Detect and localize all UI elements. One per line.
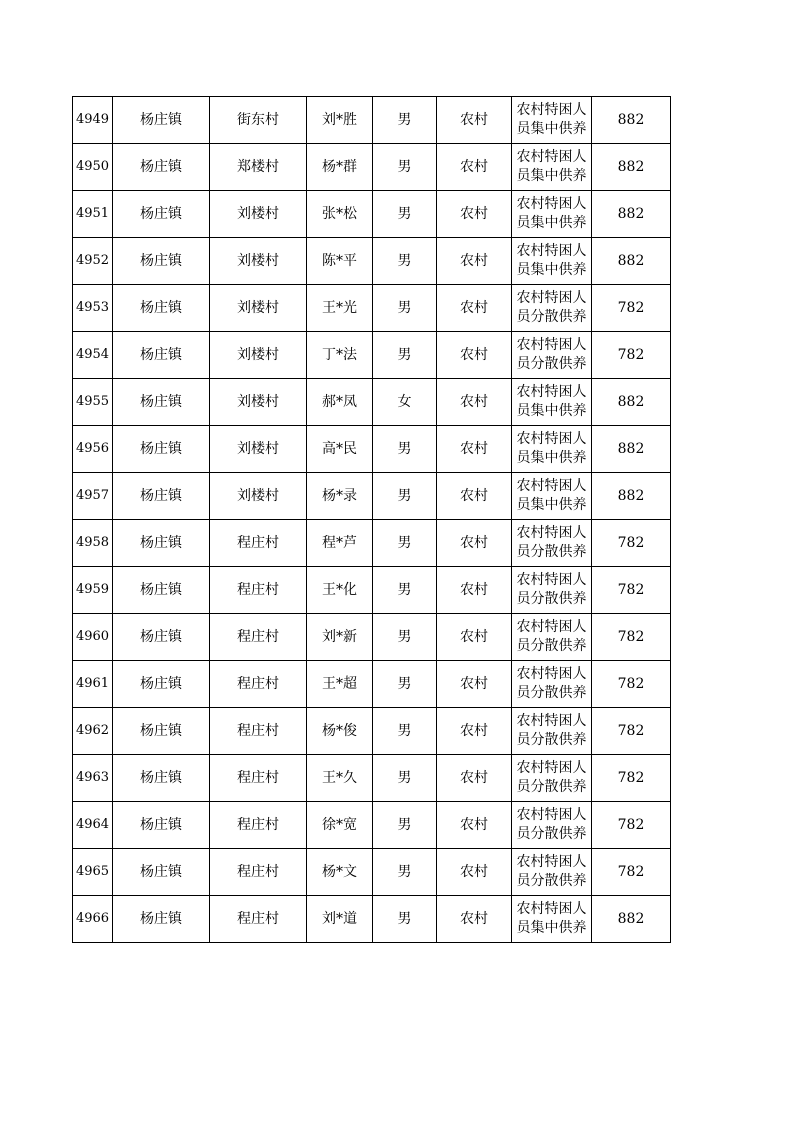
row-number-cell: 4951 [73, 191, 113, 238]
table-row [73, 661, 671, 708]
person-name-cell: 王*化 [307, 567, 373, 614]
row-number-cell: 4950 [73, 144, 113, 191]
gender-cell: 男 [373, 708, 437, 755]
area-type-cell: 农村 [437, 238, 512, 285]
area-type-cell: 农村 [437, 191, 512, 238]
row-number-cell: 4964 [73, 802, 113, 849]
support-category-line: 农村特困人 [516, 290, 587, 306]
row-number-cell: 4956 [73, 426, 113, 473]
support-category-line: 农村特困人 [516, 337, 587, 353]
table-row [73, 849, 671, 896]
support-category-line: 员分散供养 [516, 873, 587, 889]
support-category-line: 员集中供养 [516, 262, 587, 278]
gender-cell: 男 [373, 332, 437, 379]
area-type-cell: 农村 [437, 332, 512, 379]
area-type-cell: 农村 [437, 285, 512, 332]
village-cell: 程庄村 [210, 896, 307, 943]
table-row [73, 379, 671, 426]
support-category-line: 员集中供养 [516, 215, 587, 231]
town-cell: 杨庄镇 [113, 708, 210, 755]
support-category-cell [512, 191, 592, 238]
town-cell: 杨庄镇 [113, 661, 210, 708]
area-type-cell: 农村 [437, 661, 512, 708]
table-row [73, 238, 671, 285]
village-cell: 刘楼村 [210, 379, 307, 426]
amount-cell: 882 [592, 379, 671, 426]
support-category-line: 员分散供养 [516, 685, 587, 701]
gender-cell: 女 [373, 379, 437, 426]
support-category-cell [512, 708, 592, 755]
table-row [73, 426, 671, 473]
amount-cell: 882 [592, 144, 671, 191]
village-cell: 程庄村 [210, 755, 307, 802]
support-category-cell [512, 144, 592, 191]
support-category-cell [512, 238, 592, 285]
town-cell: 杨庄镇 [113, 332, 210, 379]
town-cell: 杨庄镇 [113, 285, 210, 332]
support-category-line: 员分散供养 [516, 591, 587, 607]
amount-cell: 882 [592, 238, 671, 285]
row-number-cell: 4961 [73, 661, 113, 708]
person-name-cell: 刘*新 [307, 614, 373, 661]
person-name-cell: 王*光 [307, 285, 373, 332]
support-category-line: 员分散供养 [516, 356, 587, 372]
support-category-line: 农村特困人 [516, 807, 587, 823]
town-cell: 杨庄镇 [113, 426, 210, 473]
row-number-cell: 4963 [73, 755, 113, 802]
person-name-cell: 丁*法 [307, 332, 373, 379]
village-cell: 郑楼村 [210, 144, 307, 191]
support-category-line: 员集中供养 [516, 121, 587, 137]
town-cell: 杨庄镇 [113, 238, 210, 285]
support-category-line: 员分散供养 [516, 779, 587, 795]
row-number-cell: 4949 [73, 97, 113, 144]
table-row [73, 520, 671, 567]
amount-cell: 782 [592, 332, 671, 379]
table-row [73, 473, 671, 520]
support-category-line: 员集中供养 [516, 450, 587, 466]
area-type-cell: 农村 [437, 614, 512, 661]
gender-cell: 男 [373, 238, 437, 285]
support-category-line: 农村特困人 [516, 760, 587, 776]
area-type-cell: 农村 [437, 849, 512, 896]
row-number-cell: 4955 [73, 379, 113, 426]
support-category-cell [512, 614, 592, 661]
area-type-cell: 农村 [437, 755, 512, 802]
table-row [73, 97, 671, 144]
person-name-cell: 刘*道 [307, 896, 373, 943]
support-category-cell [512, 520, 592, 567]
row-number-cell: 4962 [73, 708, 113, 755]
amount-cell: 882 [592, 191, 671, 238]
gender-cell: 男 [373, 567, 437, 614]
village-cell: 街东村 [210, 97, 307, 144]
area-type-cell: 农村 [437, 896, 512, 943]
support-category-cell [512, 849, 592, 896]
village-cell: 程庄村 [210, 849, 307, 896]
town-cell: 杨庄镇 [113, 191, 210, 238]
village-cell: 程庄村 [210, 802, 307, 849]
amount-cell: 782 [592, 614, 671, 661]
row-number-cell: 4957 [73, 473, 113, 520]
person-name-cell: 王*久 [307, 755, 373, 802]
gender-cell: 男 [373, 97, 437, 144]
row-number-cell: 4958 [73, 520, 113, 567]
support-category-line: 员集中供养 [516, 403, 587, 419]
person-name-cell: 郝*凤 [307, 379, 373, 426]
row-number-cell: 4953 [73, 285, 113, 332]
gender-cell: 男 [373, 473, 437, 520]
row-number-cell: 4966 [73, 896, 113, 943]
row-number-cell: 4954 [73, 332, 113, 379]
table-row [73, 144, 671, 191]
amount-cell: 782 [592, 849, 671, 896]
table-row [73, 191, 671, 238]
table-row [73, 614, 671, 661]
town-cell: 杨庄镇 [113, 379, 210, 426]
town-cell: 杨庄镇 [113, 802, 210, 849]
person-name-cell: 陈*平 [307, 238, 373, 285]
gender-cell: 男 [373, 426, 437, 473]
town-cell: 杨庄镇 [113, 896, 210, 943]
area-type-cell: 农村 [437, 379, 512, 426]
support-category-cell [512, 661, 592, 708]
support-category-cell [512, 97, 592, 144]
person-name-cell: 王*超 [307, 661, 373, 708]
support-category-line: 农村特困人 [516, 196, 587, 212]
support-category-line: 农村特困人 [516, 102, 587, 118]
support-category-line: 员集中供养 [516, 920, 587, 936]
amount-cell: 782 [592, 755, 671, 802]
support-category-line: 农村特困人 [516, 431, 587, 447]
gender-cell: 男 [373, 144, 437, 191]
support-category-line: 农村特困人 [516, 243, 587, 259]
support-category-line: 农村特困人 [516, 713, 587, 729]
town-cell: 杨庄镇 [113, 614, 210, 661]
area-type-cell: 农村 [437, 802, 512, 849]
support-category-line: 员分散供养 [516, 732, 587, 748]
town-cell: 杨庄镇 [113, 97, 210, 144]
area-type-cell: 农村 [437, 426, 512, 473]
village-cell: 刘楼村 [210, 285, 307, 332]
table-row [73, 755, 671, 802]
support-category-line: 员分散供养 [516, 826, 587, 842]
amount-cell: 782 [592, 567, 671, 614]
support-category-cell [512, 285, 592, 332]
support-category-line: 员集中供养 [516, 168, 587, 184]
support-category-line: 农村特困人 [516, 854, 587, 870]
town-cell: 杨庄镇 [113, 520, 210, 567]
village-cell: 程庄村 [210, 614, 307, 661]
table-row [73, 332, 671, 379]
town-cell: 杨庄镇 [113, 144, 210, 191]
amount-cell: 882 [592, 426, 671, 473]
village-cell: 刘楼村 [210, 426, 307, 473]
town-cell: 杨庄镇 [113, 849, 210, 896]
support-category-line: 员集中供养 [516, 497, 587, 513]
support-category-line: 农村特困人 [516, 901, 587, 917]
records-table-body [73, 97, 671, 943]
person-name-cell: 高*民 [307, 426, 373, 473]
support-category-cell [512, 473, 592, 520]
area-type-cell: 农村 [437, 144, 512, 191]
person-name-cell: 刘*胜 [307, 97, 373, 144]
village-cell: 刘楼村 [210, 191, 307, 238]
village-cell: 程庄村 [210, 708, 307, 755]
amount-cell: 782 [592, 661, 671, 708]
amount-cell: 782 [592, 708, 671, 755]
person-name-cell: 张*松 [307, 191, 373, 238]
support-category-cell [512, 567, 592, 614]
village-cell: 刘楼村 [210, 473, 307, 520]
support-category-cell [512, 332, 592, 379]
person-name-cell: 杨*俊 [307, 708, 373, 755]
row-number-cell: 4965 [73, 849, 113, 896]
support-category-line: 员分散供养 [516, 309, 587, 325]
support-category-line: 农村特困人 [516, 619, 587, 635]
gender-cell: 男 [373, 285, 437, 332]
area-type-cell: 农村 [437, 708, 512, 755]
table-row [73, 802, 671, 849]
gender-cell: 男 [373, 755, 437, 802]
area-type-cell: 农村 [437, 567, 512, 614]
village-cell: 刘楼村 [210, 332, 307, 379]
town-cell: 杨庄镇 [113, 473, 210, 520]
support-category-line: 员分散供养 [516, 544, 587, 560]
support-category-cell [512, 802, 592, 849]
amount-cell: 882 [592, 97, 671, 144]
records-table [72, 96, 671, 943]
amount-cell: 882 [592, 896, 671, 943]
support-category-cell [512, 755, 592, 802]
support-category-cell [512, 426, 592, 473]
gender-cell: 男 [373, 802, 437, 849]
support-category-line: 员分散供养 [516, 638, 587, 654]
amount-cell: 882 [592, 473, 671, 520]
gender-cell: 男 [373, 661, 437, 708]
row-number-cell: 4952 [73, 238, 113, 285]
person-name-cell: 杨*录 [307, 473, 373, 520]
area-type-cell: 农村 [437, 97, 512, 144]
person-name-cell: 程*芦 [307, 520, 373, 567]
area-type-cell: 农村 [437, 520, 512, 567]
gender-cell: 男 [373, 520, 437, 567]
row-number-cell: 4960 [73, 614, 113, 661]
row-number-cell: 4959 [73, 567, 113, 614]
town-cell: 杨庄镇 [113, 755, 210, 802]
area-type-cell: 农村 [437, 473, 512, 520]
support-category-line: 农村特困人 [516, 666, 587, 682]
town-cell: 杨庄镇 [113, 567, 210, 614]
table-row [73, 896, 671, 943]
gender-cell: 男 [373, 614, 437, 661]
village-cell: 程庄村 [210, 661, 307, 708]
table-row [73, 567, 671, 614]
support-category-line: 农村特困人 [516, 384, 587, 400]
support-category-cell [512, 896, 592, 943]
person-name-cell: 杨*文 [307, 849, 373, 896]
gender-cell: 男 [373, 896, 437, 943]
person-name-cell: 杨*群 [307, 144, 373, 191]
table-row [73, 285, 671, 332]
gender-cell: 男 [373, 191, 437, 238]
village-cell: 程庄村 [210, 520, 307, 567]
village-cell: 刘楼村 [210, 238, 307, 285]
table-row [73, 708, 671, 755]
gender-cell: 男 [373, 849, 437, 896]
support-category-line: 农村特困人 [516, 149, 587, 165]
amount-cell: 782 [592, 285, 671, 332]
support-category-line: 农村特困人 [516, 572, 587, 588]
amount-cell: 782 [592, 802, 671, 849]
support-category-cell [512, 379, 592, 426]
support-category-line: 农村特困人 [516, 478, 587, 494]
person-name-cell: 徐*宽 [307, 802, 373, 849]
village-cell: 程庄村 [210, 567, 307, 614]
support-category-line: 农村特困人 [516, 525, 587, 541]
amount-cell: 782 [592, 520, 671, 567]
